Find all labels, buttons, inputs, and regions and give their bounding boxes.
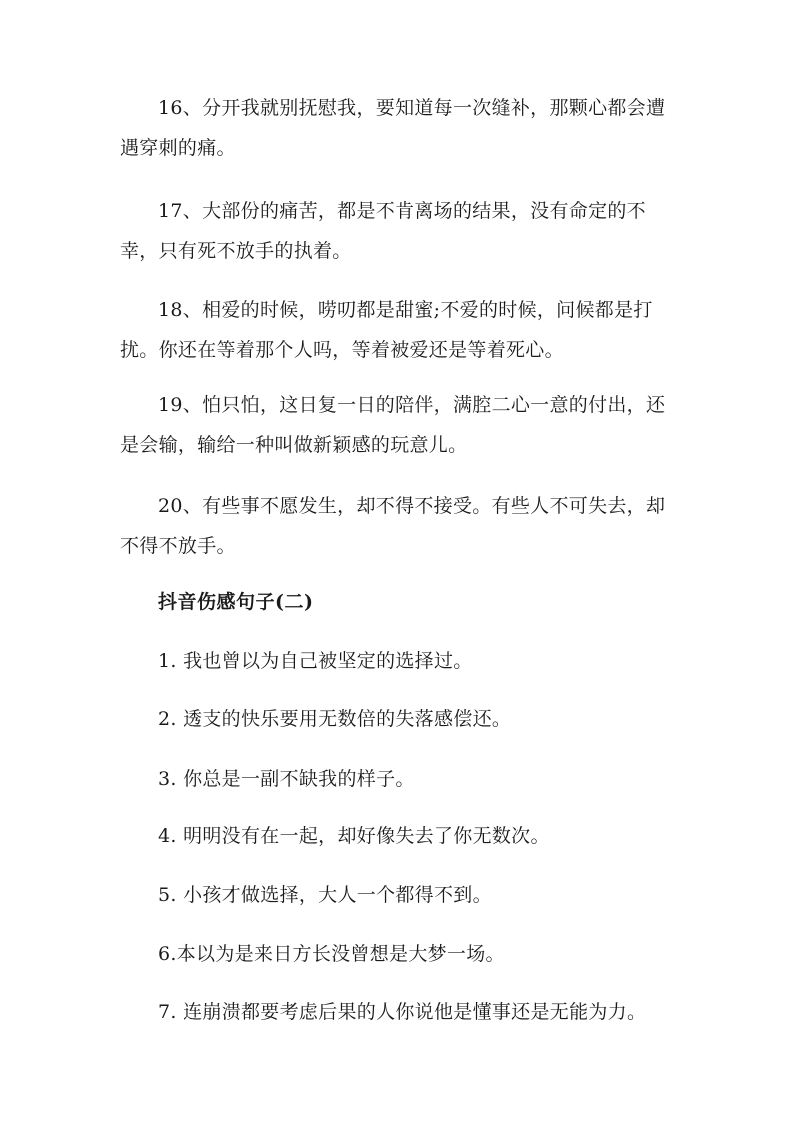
- section-heading: 抖音伤感句子(二): [158, 591, 314, 613]
- paragraph-16: 16、分开我就别抚慰我，要知道每一次缝补，那颗心都会遭遇穿刺的痛。: [120, 97, 666, 159]
- list-item-3: 3. 你总是一副不缺我的样子。: [158, 768, 415, 790]
- list-item-5: 5. 小孩才做选择，大人一个都得不到。: [158, 884, 492, 906]
- list-item-6: 6.本以为是来日方长没曾想是大梦一场。: [158, 943, 505, 965]
- paragraph-19: 19、怕只怕，这日复一日的陪伴，满腔二心一意的付出，还是会输，输给一种叫做新颖感的玩意儿。: [120, 394, 666, 456]
- list-item-4: 4. 明明没有在一起，却好像失去了你无数次。: [158, 825, 550, 847]
- paragraph-18: 18、相爱的时候，唠叨都是甜蜜;不爱的时候，问候都是打扰。你还在等着那个人吗，等着被爱还是等着死心。: [120, 299, 653, 361]
- paragraph-17: 17、大部份的痛苦，都是不肯离场的结果，没有命定的不幸，只有死不放手的执着。: [120, 200, 646, 262]
- list-item-1: 1. 我也曾以为自己被坚定的选择过。: [158, 650, 473, 672]
- list-item-2: 2. 透支的快乐要用无数倍的失落感偿还。: [158, 708, 512, 730]
- list-item-7: 7. 连崩溃都要考虑后果的人你说他是懂事还是无能为力。: [158, 1001, 647, 1023]
- paragraph-20: 20、有些事不愿发生，却不得不接受。有些人不可失去，却不得不放手。: [120, 495, 666, 557]
